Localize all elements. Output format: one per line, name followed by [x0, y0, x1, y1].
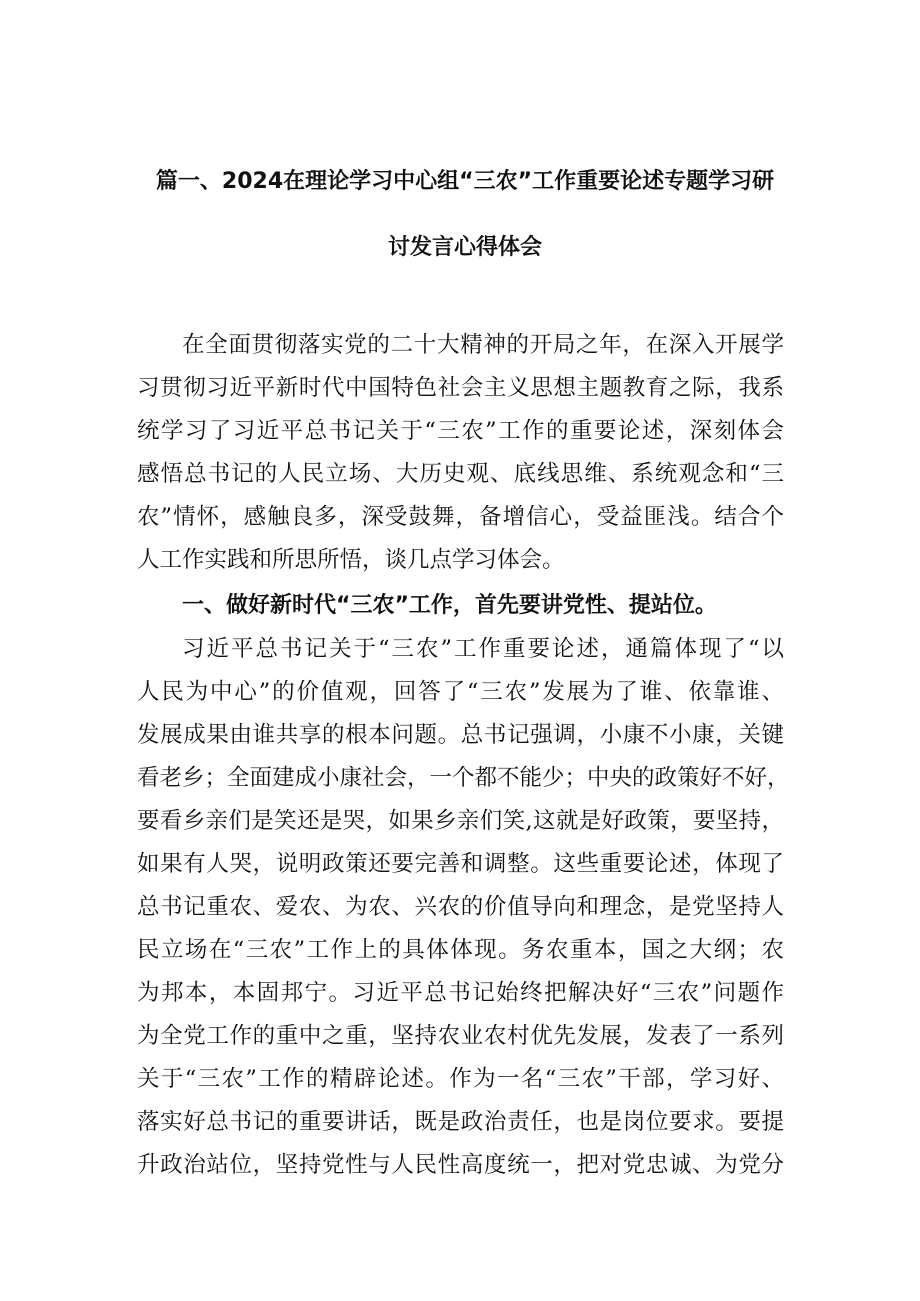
paragraph-line: 发展成果由谁共享的根本问题。总书记强调，小康不小康，关键 [137, 722, 784, 748]
paragraph-line: 为全党工作的重中之重，坚持农业农村优先发展，发表了一系列 [137, 1023, 784, 1049]
document-title-line-1: 篇一、2024在理论学习中心组“三农”工作重要论述专题学习研 [155, 169, 775, 194]
intro-line: 统学习了习近平总书记关于“三农”工作的重要论述，深刻体会 [137, 418, 784, 444]
intro-line: 在全面贯彻落实党的二十大精神的开局之年，在深入开展学 [182, 332, 784, 358]
paragraph-line: 关于“三农”工作的精辟论述。作为一名“三农”干部，学习好、 [137, 1066, 784, 1092]
paragraph-line: 人民为中心”的价值观，回答了“三农”发展为了谁、依靠谁、 [137, 679, 784, 705]
intro-line: 习贯彻习近平新时代中国特色社会主义思想主题教育之际，我系 [137, 375, 784, 401]
document-title-line-2: 讨发言心得体会 [387, 235, 542, 260]
section-heading: 一、做好新时代“三农”工作，首先要讲党性、提站位。 [182, 593, 717, 618]
paragraph-line: 为邦本，本固邦宁。习近平总书记始终把解决好“三农”问题作 [137, 980, 784, 1006]
intro-line: 感悟总书记的人民立场、大历史观、底线思维、系统观念和“三 [137, 461, 784, 487]
paragraph-line: 如果有人哭，说明政策还要完善和调整。这些重要论述，体现了 [137, 851, 784, 877]
paragraph-line: 总书记重农、爱农、为农、兴农的价值导向和理念，是党坚持人 [137, 894, 784, 920]
paragraph-line: 民立场在“三农”工作上的具体体现。务农重本，国之大纲；农 [137, 937, 784, 963]
paragraph-line: 习近平总书记关于“三农”工作重要论述，通篇体现了“以 [182, 636, 784, 662]
paragraph-line: 要看乡亲们是笑还是哭，如果乡亲们笑,这就是好政策，要坚持， [137, 808, 784, 834]
intro-line: 人工作实践和所思所悟，谈几点学习体会。 [137, 547, 565, 573]
paragraph-line: 落实好总书记的重要讲话，既是政治责任，也是岗位要求。要提 [137, 1109, 784, 1135]
paragraph-line: 看老乡；全面建成小康社会，一个都不能少；中央的政策好不好， [137, 765, 790, 791]
intro-line: 农”情怀，感触良多，深受鼓舞，备增信心，受益匪浅。结合个 [137, 504, 784, 530]
paragraph-line: 升政治站位，坚持党性与人民性高度统一，把对党忠诚、为党分 [137, 1152, 784, 1178]
